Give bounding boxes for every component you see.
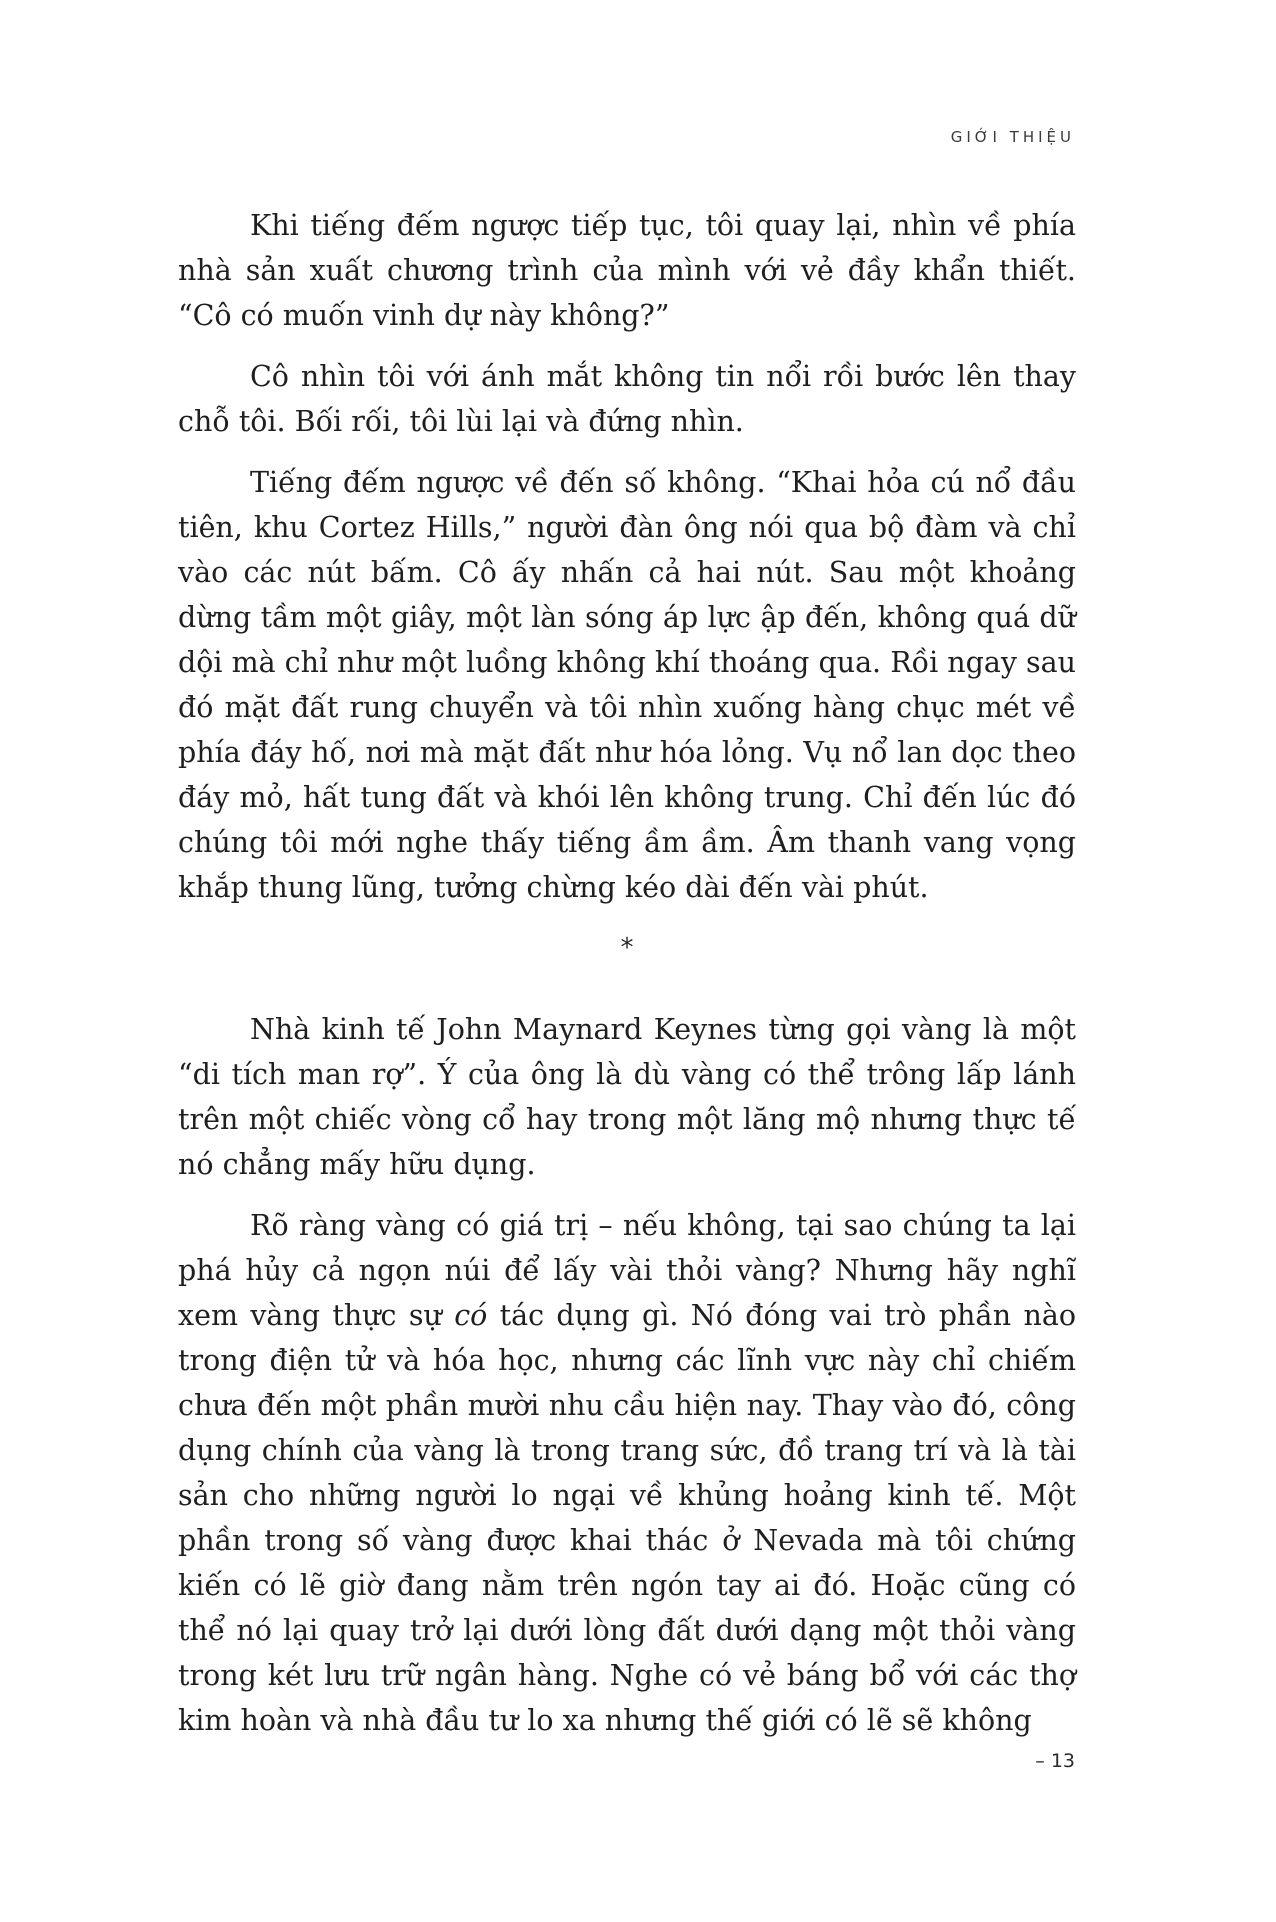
- paragraph-5: [178, 1203, 1076, 1743]
- paragraph-4: Nhà kinh tế John Maynard Keynes từng gọi vàng là một “di tích man rợ”. Ý của ông là dù vàng có thể trông lấp lánh trên một chiếc vòng cổ hay trong một lăng mộ nhưng thực tế nó chẳng mấy hữu dụng.: [178, 1013, 1076, 1181]
- paragraph-3: Tiếng đếm ngược về đến số không. “Khai hỏa cú nổ đầu tiên, khu Cortez Hills,” người đàn ông nói qua bộ đàm và chỉ vào các nút bấm. Cô ấy nhấn cả hai nút. Sau một khoảng dừng tầm một giây, một làn sóng áp lực ập đến, không quá dữ dội mà chỉ như một luồng không khí thoáng qua. Rồi ngay sau đó mặt đất rung chuyển và tôi nhìn xuống hàng chục mét về phía đáy hố, nơi mà mặt đất như hóa lỏng. Vụ nổ lan dọc theo đáy mỏ, hất tung đất và khói lên không trung. Chỉ đến lúc đó chúng tôi mới nghe thấy tiếng ầm ầm. Âm thanh vang vọng khắp thung lũng, tưởng chừng kéo dài đến vài phút.: [178, 466, 1076, 904]
- paragraph-5-emphasis: có: [454, 1299, 488, 1332]
- section-separator: *: [620, 933, 634, 963]
- page-number: – 13: [1035, 1750, 1075, 1772]
- paragraph-1: Khi tiếng đếm ngược tiếp tục, tôi quay lại, nhìn về phía nhà sản xuất chương trình của mình với vẻ đầy khẩn thiết. “Cô có muốn vinh dự này không?”: [178, 209, 1076, 332]
- paragraph-2: Cô nhìn tôi với ánh mắt không tin nổi rồi bước lên thay chỗ tôi. Bối rối, tôi lùi lại và đứng nhìn.: [178, 360, 1076, 438]
- paragraph-5-part-2: tác dụng gì. Nó đóng vai trò phần nào trong điện tử và hóa học, nhưng các lĩnh vực này chỉ chiếm chưa đến một phần mười nhu cầu hiện nay. Thay vào đó, công dụng chính của vàng là trong trang sức, đồ trang trí và là tài sản cho những người lo ngại về khủng hoảng kinh tế. Một phần trong số vàng được khai thác ở Nevada mà tôi chứng kiến có lẽ giờ đang nằm trên ngón tay ai đó. Hoặc cũng có thể nó lại quay trở lại dưới lòng đất dưới dạng một thỏi vàng trong két lưu trữ ngân hàng. Nghe có vẻ báng bổ với các thợ kim hoàn và nhà đầu tư lo xa nhưng thế giới có lẽ sẽ không: [178, 1299, 1076, 1737]
- paragraph-5-part-1: Rõ ràng vàng có giá trị – nếu không, tại sao chúng ta lại phá hủy cả ngọn núi để lấy vài thỏi vàng? Nhưng hãy nghĩ xem vàng thực sự: [178, 1209, 1076, 1332]
- running-header: GIỚI THIỆU: [950, 128, 1075, 146]
- body-text: [178, 203, 1076, 1743]
